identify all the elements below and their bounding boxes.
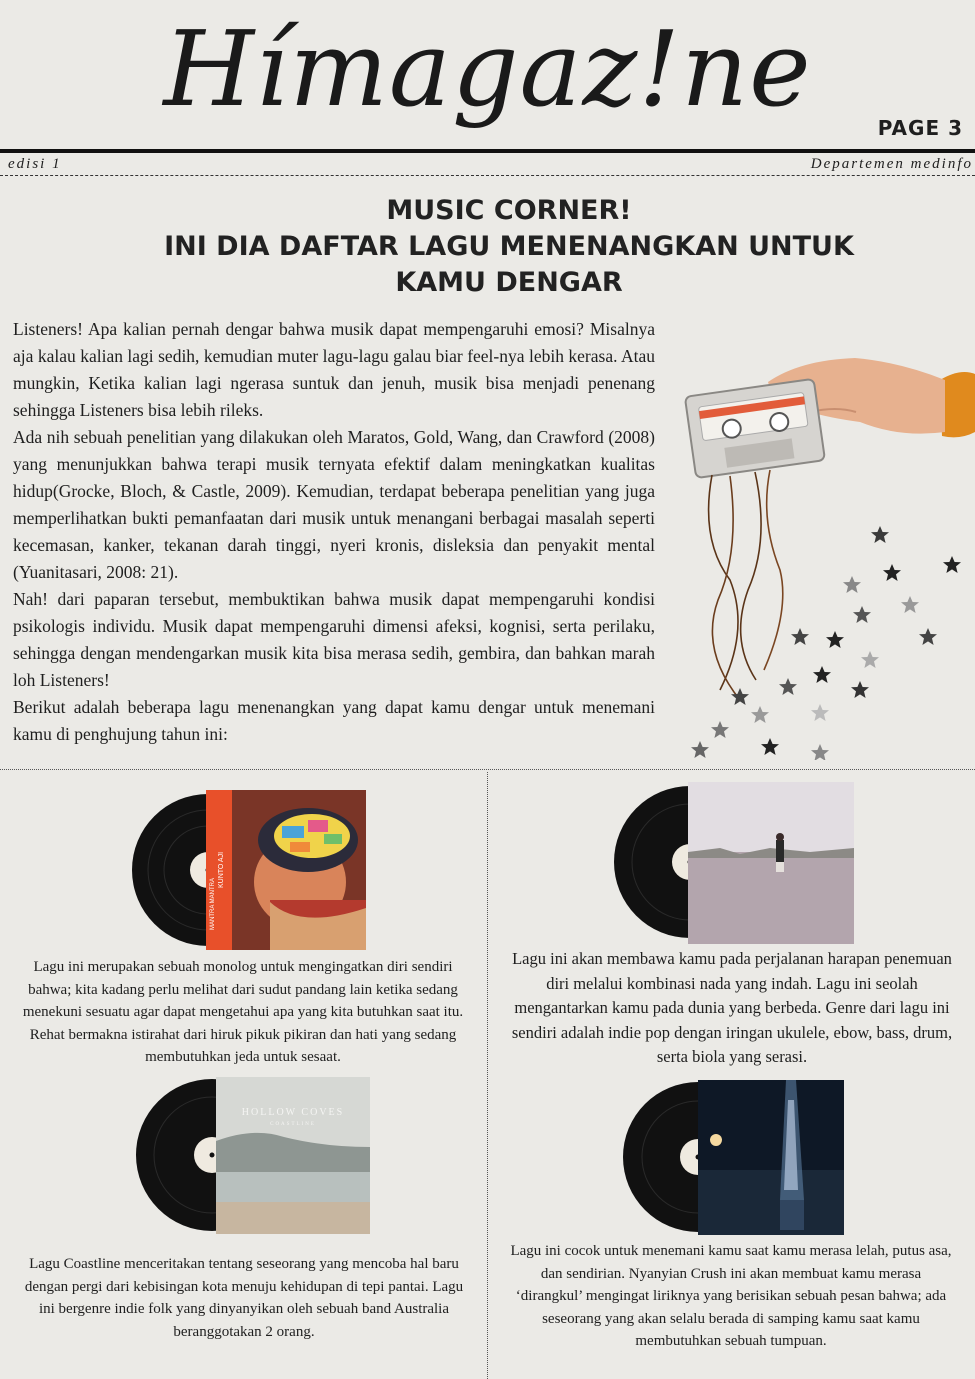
cover-album-text: MANTRA MANTRA [210, 877, 216, 930]
masthead-rule [0, 149, 975, 153]
star-icons [671, 526, 961, 760]
body-paragraph: Listeners! Apa kalian pernah dengar bahwa musik dapat mempengaruhi emosi? Misalnya aja kalau kalian lagi sedih, kemudian muter lagu-lagu galau biar feel-nya lebih kerasa. Atau mungkin, Ketika kalian lagi ngerasa suntuk dan jenuh, musik bisa menjadi penenang sehingga Listeners bisa lebih rileks. [13, 319, 655, 420]
album-cover-3 [134, 1077, 370, 1234]
section-divider [0, 769, 975, 770]
body-paragraph: Ada nih sebuah penelitian yang dilakukan oleh Maratos, Gold, Wang, dan Crawford (2008) yang menunjukkan bahwa terapi musik ternyata efektif dalam meningkatkan kualitas hidup(Grocke, Bloch, & Castle, 2009). Kemudian, terdapat beberapa penelitian yang juga memperlihatkan bukti pemanfaatan dari musik untuk menangani berbagai masalah seperti kecemasan, kanker, tekanan darah tinggi, nyeri kronis, disleksia dan penyakit mental (Yuanitasari, 2008: 21). [13, 427, 655, 582]
album-cover-2 [610, 782, 854, 944]
article-headline [100, 193, 918, 301]
article-body [13, 316, 655, 748]
body-paragraph: Nah! dari paparan tersebut, membuktikan bahwa musik dapat mempengaruhi kondisi psikologis individu. Musik dapat mempengaruhi dimensi afeksi, kognisi, serta perilaku, sehingga dengan mendengarkan musik kita bisa merasa sedih, gembira, dan bahkan marah loh Listeners! [13, 589, 655, 690]
cover-band-text: HOLLOW COVES [241, 1107, 345, 1118]
song-description-2: Lagu ini akan membawa kamu pada perjalanan harapan penemuan diri melalui kombinasi nada yang indah. Lagu ini seolah mengantarkan kamu pada dunia yang berbeda. Genre dari lagu ini sendiri adalah indie pop dengan iringan ukulele, ebow, bass, drum, serta biola yang serasi. [511, 949, 953, 1066]
headline-line-2: INI DIA DAFTAR LAGU MENENANGKAN UNTUK [164, 231, 854, 262]
cover-title-text: COASTLINE [270, 1122, 316, 1127]
masthead [0, 0, 975, 150]
dashed-rule [0, 175, 975, 176]
sleeve-shape [940, 372, 975, 437]
song-description-4: Lagu ini cocok untuk menemani kamu saat kamu merasa lelah, putus asa, dan sendirian. Nyanyian Crush ini akan membuat kamu merasa ‘dirangkul’ mengingat liriknya yang berisikan sebuah pesan bahwa; ada seseorang yang akan selalu berada di samping kamu saat kamu membutuhkan sebuah tumpuan. [510, 1243, 952, 1349]
body-paragraph: Berikut adalah beberapa lagu menenangkan yang dapat kamu dengar untuk menemani kamu di penghujung tahun ini: [13, 697, 655, 744]
department-label: Departemen medinfo [810, 156, 973, 172]
magazine-title: Hímagaz!ne [163, 8, 812, 130]
album-cover-1 [130, 790, 366, 950]
song-description-1: Lagu ini merupakan sebuah monolog untuk mengingatkan diri sendiri bahwa; kita kadang perlu melihat dari sudut pandang lain ketika sedang menekuni sesuatu agar dapat mengetahui apa yang kita butuhkan saat itu. Rehat bermakna istirahat dari hiruk pikuk pikiran dan hati yang sedang membutuhkan jeda untuk sesaat. [22, 959, 464, 1065]
album-cover-4 [620, 1080, 844, 1235]
edition-label: edisi 1 [8, 156, 62, 172]
cassette-hand-illustration [660, 340, 975, 760]
headline-line-3: KAMU DENGAR [395, 267, 623, 298]
column-divider [487, 772, 488, 1379]
cover-artist-text: KUNTO AJI [218, 851, 225, 889]
headline-line-1: MUSIC CORNER! [386, 195, 632, 226]
cassette-icon [685, 379, 825, 478]
page-number: PAGE 3 [877, 116, 963, 140]
song-description-3: Lagu Coastline menceritakan tentang seseorang yang mencoba hal baru dengan pergi dari kebisingan kota menuju kehidupan di tepi pantai. Lagu ini bergenre indie folk yang dinyanyikan oleh sebuah band Australia beranggotakan 2 orang. [24, 1256, 464, 1340]
